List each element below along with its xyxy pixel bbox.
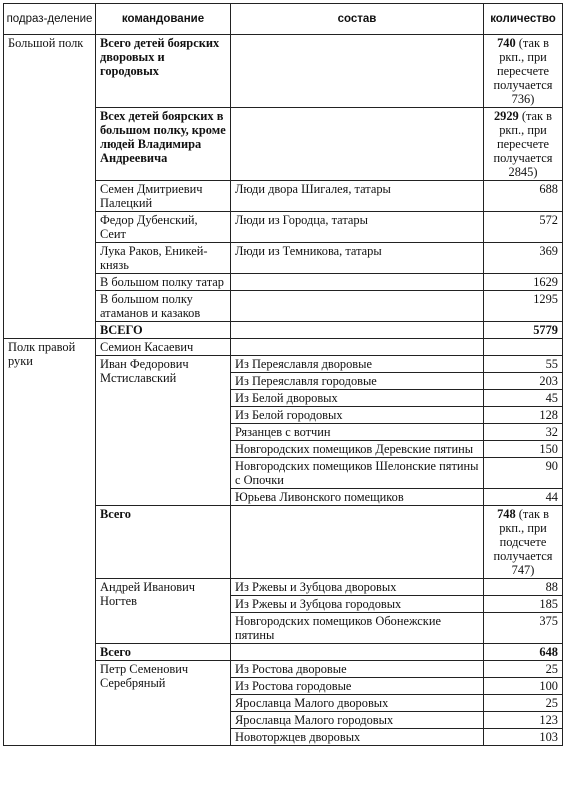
- quantity-cell: 1295: [484, 291, 563, 322]
- composition-cell: Из Белой городовых: [231, 407, 484, 424]
- quantity-cell: 88: [484, 579, 563, 596]
- table-body: [4, 35, 563, 746]
- quantity-cell: 150: [484, 441, 563, 458]
- quantity-cell: 103: [484, 729, 563, 746]
- composition-cell: Из Ростова городовые: [231, 678, 484, 695]
- quantity-note: (так в ркп., при пересчете получается 2845): [493, 109, 553, 179]
- quantity-cell: 648: [484, 644, 563, 661]
- composition-cell: [231, 108, 484, 181]
- quantity-cell: 32: [484, 424, 563, 441]
- composition-cell: Из Переяславля дворовые: [231, 356, 484, 373]
- quantity-value: 740: [497, 36, 516, 50]
- table-row: [4, 35, 563, 108]
- quantity-cell: [484, 108, 563, 181]
- header-division: подраз-деление: [4, 4, 96, 35]
- quantity-cell: 128: [484, 407, 563, 424]
- command-cell: В большом полку татар: [96, 274, 231, 291]
- quantity-cell: 572: [484, 212, 563, 243]
- composition-cell: Ярославца Малого городовых: [231, 712, 484, 729]
- header-row: [4, 4, 563, 35]
- command-cell: Всего детей боярских дворовых и городовых: [96, 35, 231, 108]
- composition-cell: Из Переяславля городовые: [231, 373, 484, 390]
- composition-cell: [231, 274, 484, 291]
- composition-cell: Новгородских помещиков Деревские пятины: [231, 441, 484, 458]
- quantity-cell: 44: [484, 489, 563, 506]
- composition-cell: Из Белой дворовых: [231, 390, 484, 407]
- composition-cell: Рязанцев с вотчин: [231, 424, 484, 441]
- composition-cell: Из Ростова дворовые: [231, 661, 484, 678]
- quantity-value: 748: [497, 507, 516, 521]
- quantity-cell: 1629: [484, 274, 563, 291]
- division-cell: Большой полк: [4, 35, 96, 339]
- quantity-cell: 25: [484, 661, 563, 678]
- quantity-cell: 45: [484, 390, 563, 407]
- command-cell: Семион Касаевич: [96, 339, 231, 356]
- composition-cell: Люди двора Шигалея, татары: [231, 181, 484, 212]
- quantity-cell: 185: [484, 596, 563, 613]
- header-composition: состав: [231, 4, 484, 35]
- composition-cell: Новгородских помещиков Обонежские пятины: [231, 613, 484, 644]
- composition-cell: [231, 644, 484, 661]
- command-cell: Лука Раков, Еникей-князь: [96, 243, 231, 274]
- quantity-cell: 375: [484, 613, 563, 644]
- composition-cell: Люди из Темникова, татары: [231, 243, 484, 274]
- command-cell: Всех детей боярских в большом полку, кроме людей Владимира Андреевича: [96, 108, 231, 181]
- quantity-cell: [484, 506, 563, 579]
- composition-cell: Ярославца Малого дворовых: [231, 695, 484, 712]
- quantity-cell: 688: [484, 181, 563, 212]
- composition-cell: [231, 322, 484, 339]
- quantity-cell: 123: [484, 712, 563, 729]
- command-cell: Семен Дмитриевич Палецкий: [96, 181, 231, 212]
- command-cell: ВСЕГО: [96, 322, 231, 339]
- command-cell: Всего: [96, 644, 231, 661]
- command-cell: Всего: [96, 506, 231, 579]
- quantity-cell: [484, 339, 563, 356]
- composition-cell: [231, 339, 484, 356]
- header-command: командование: [96, 4, 231, 35]
- header-quantity: количество: [484, 4, 563, 35]
- regiment-table: [3, 3, 563, 746]
- command-cell: В большом полку атаманов и казаков: [96, 291, 231, 322]
- quantity-cell: 369: [484, 243, 563, 274]
- composition-cell: [231, 35, 484, 108]
- quantity-value: 2929: [493, 109, 519, 123]
- command-cell: Иван Федорович Мстиславский: [96, 356, 231, 506]
- command-cell: Андрей Иванович Ногтев: [96, 579, 231, 644]
- composition-cell: Юрьева Ливонского помещиков: [231, 489, 484, 506]
- quantity-cell: [484, 35, 563, 108]
- quantity-cell: 25: [484, 695, 563, 712]
- quantity-cell: 5779: [484, 322, 563, 339]
- composition-cell: [231, 291, 484, 322]
- division-cell: Полк правой руки: [4, 339, 96, 746]
- quantity-cell: 100: [484, 678, 563, 695]
- command-cell: Петр Семенович Серебряный: [96, 661, 231, 746]
- composition-cell: Из Ржевы и Зубцова дворовых: [231, 579, 484, 596]
- composition-cell: Люди из Городца, татары: [231, 212, 484, 243]
- composition-cell: Новоторжцев дворовых: [231, 729, 484, 746]
- composition-cell: Из Ржевы и Зубцова городовых: [231, 596, 484, 613]
- quantity-cell: 55: [484, 356, 563, 373]
- quantity-note: (так в ркп., при пересчете получается 736): [493, 36, 553, 106]
- quantity-note: (так в ркп., при подсчете получается 747): [493, 507, 553, 577]
- command-cell: Федор Дубенский, Сеит: [96, 212, 231, 243]
- quantity-cell: 90: [484, 458, 563, 489]
- table-row: [4, 339, 563, 356]
- composition-cell: [231, 506, 484, 579]
- quantity-cell: 203: [484, 373, 563, 390]
- composition-cell: Новгородских помещиков Шелонские пятины с Опочки: [231, 458, 484, 489]
